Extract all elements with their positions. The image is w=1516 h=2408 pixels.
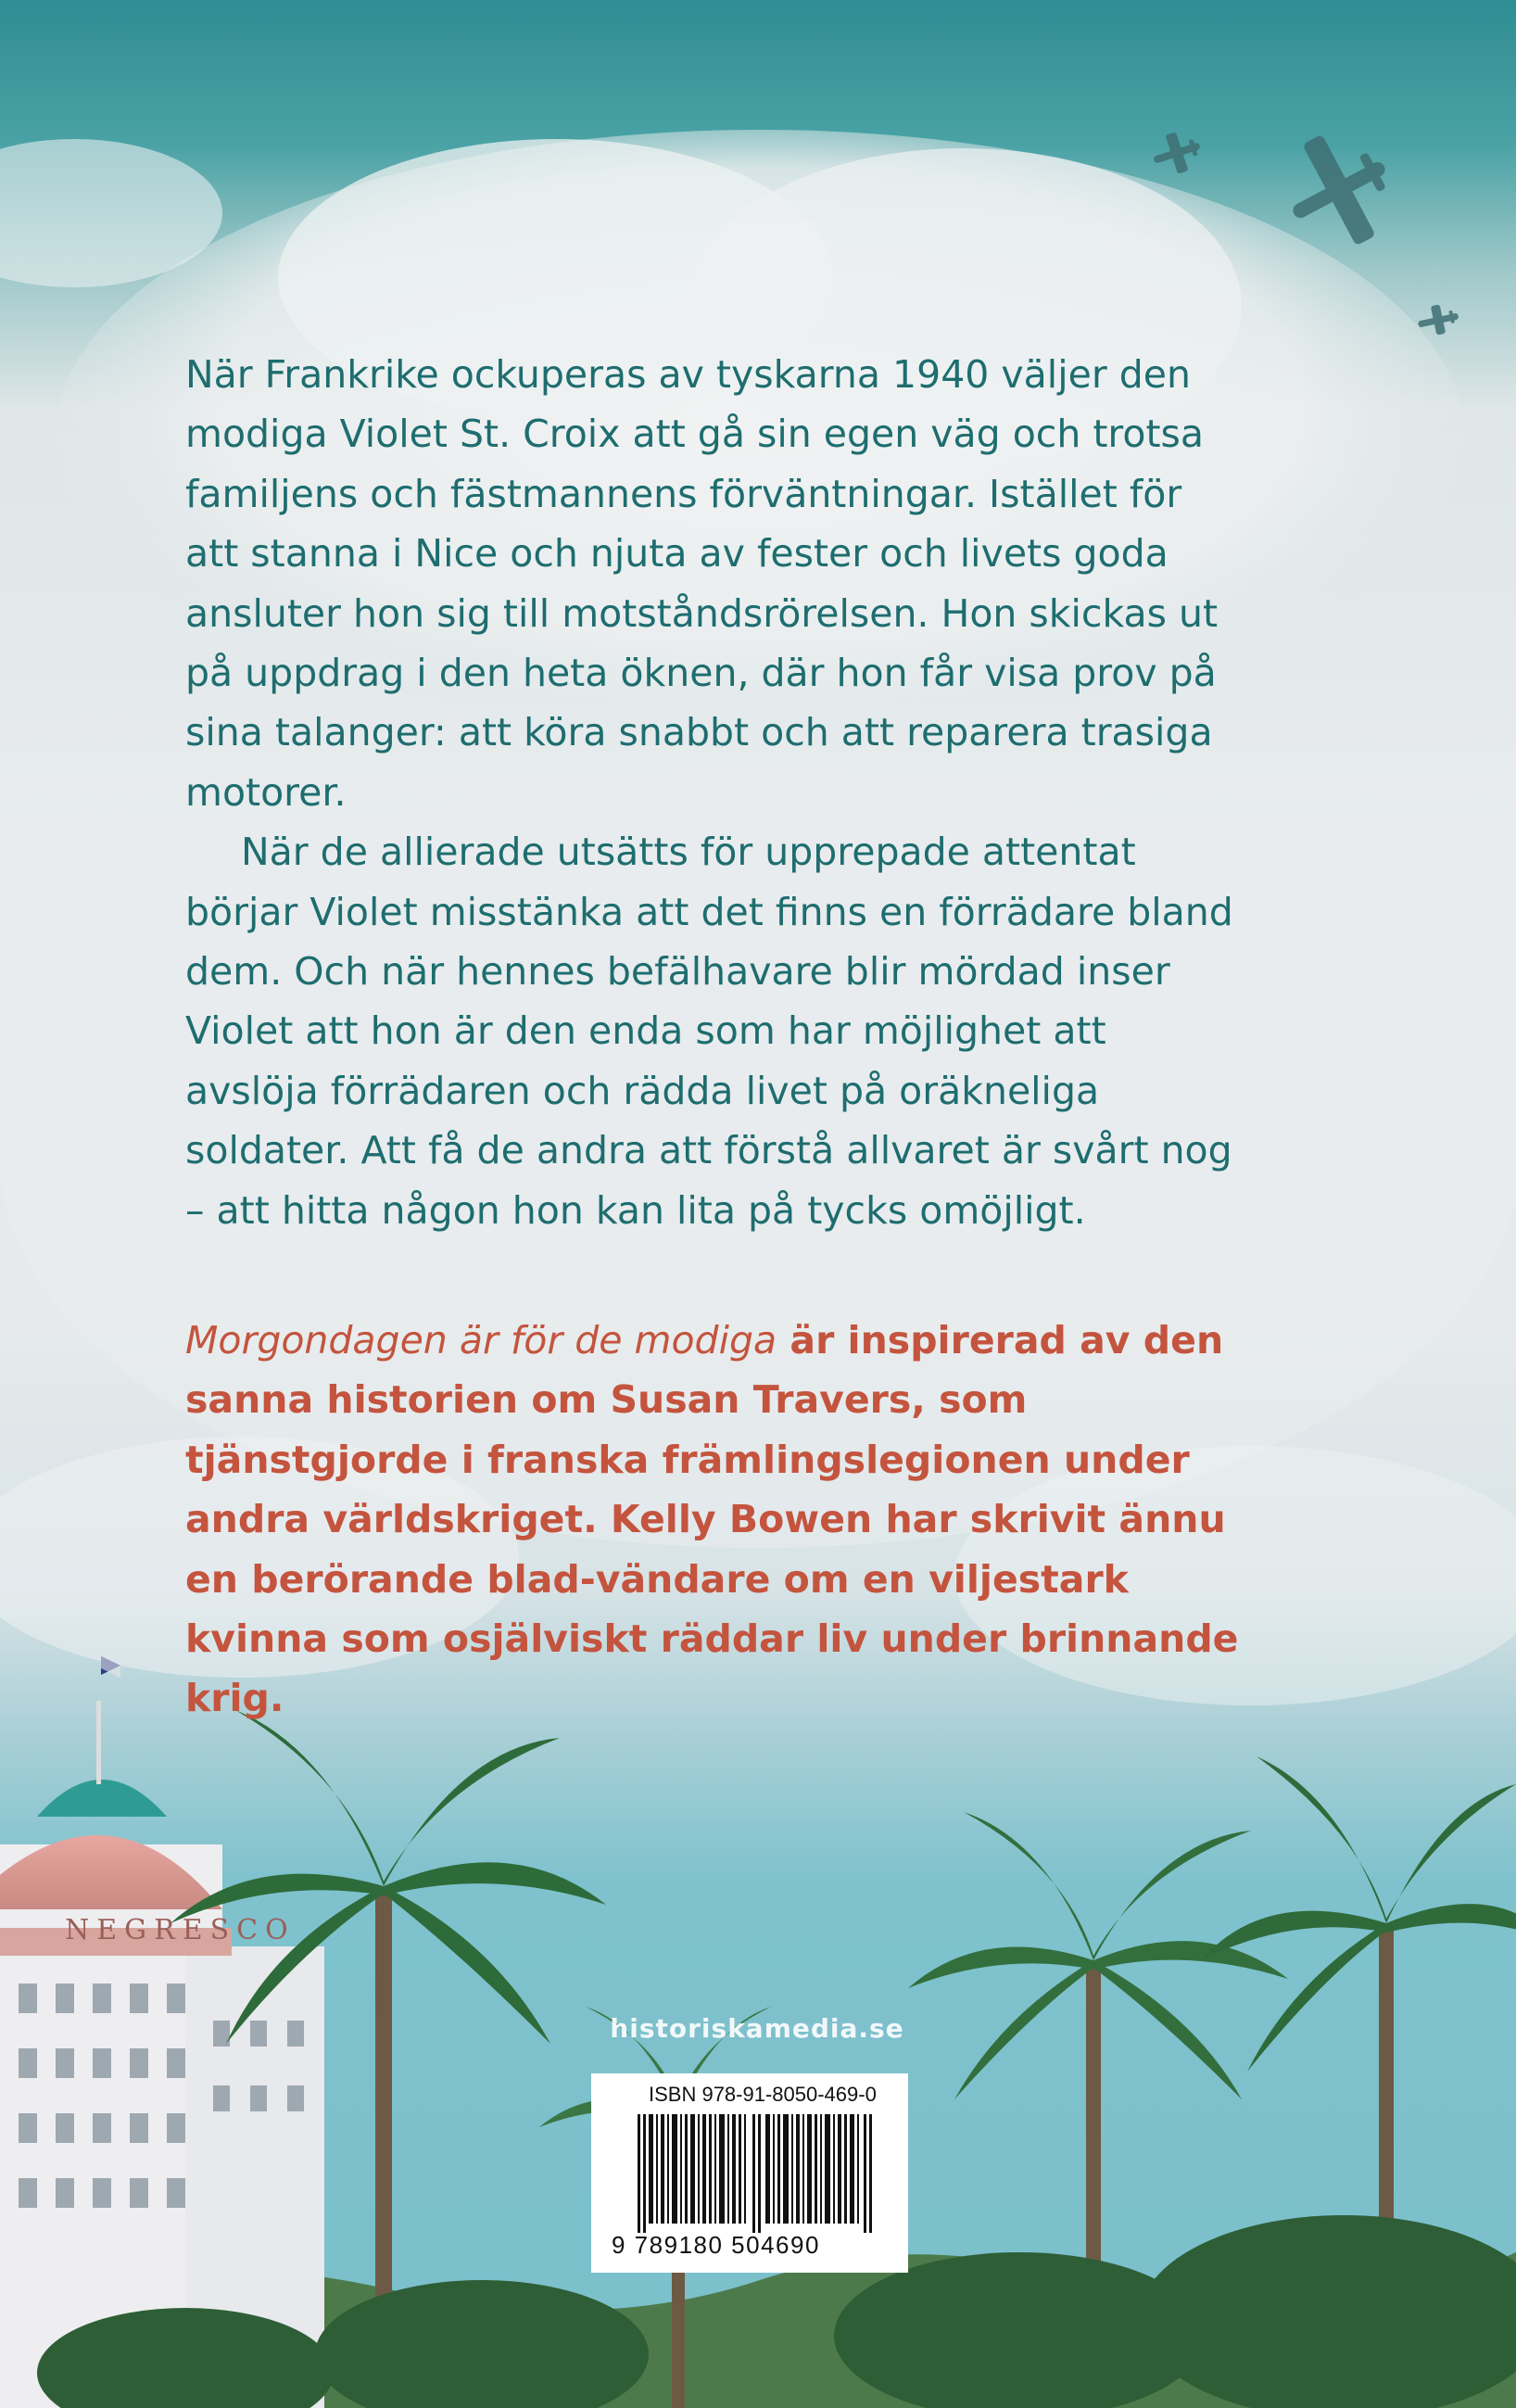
isbn-label: ISBN 978-91-8050-469-0 (649, 2083, 877, 2106)
blurb-paragraph: När de allierade utsätts för upprepade attentat börjar Violet misstänka att det finns en förrädare bland dem. Och när hennes befälhavare blir mördad inser Violet att hon är den enda som har möjlighet att avslöja förrädaren och rädda livet på oräkneliga soldater. Att få de andra att förstå allvaret är svårt nog – att hitta någon hon kan lita på tycks omöjligt. (185, 830, 1233, 1233)
barcode-icon (638, 2114, 878, 2233)
promo-body: är inspirerad av den sanna historien om Susan Travers, som tjänstgjorde i franska främlingslegionen under andra världskriget. Kelly Bowen har skrivit ännu en berörande blad-vändare om en viljestark kvinna som osjälviskt räddar liv under brinnande krig. (185, 1318, 1239, 1721)
book-title: Morgondagen är för de modiga (185, 1318, 777, 1362)
negresco-hotel (0, 1656, 324, 2408)
publisher-website: historiskamedia.se (610, 2013, 904, 2044)
blurb-paragraph: När Frankrike ockuperas av tyskarna 1940 väljer den modiga Violet St. Croix att gå sin egen väg och trotsa familjens och fästmannens förväntningar. Istället för att stanna i Nice och njuta av fester och livets goda ansluter hon sig till motståndsrörelsen. Hon skickas ut på uppdrag i den heta öknen, där hon får visa prov på sina talanger: att köra snabbt och att reparera trasiga motorer. (185, 352, 1219, 815)
building-sign: NEGRESCO (65, 1914, 296, 1946)
airplane-icon (1147, 126, 1206, 180)
promo-text (185, 1311, 1251, 1729)
barcode-digits: 9 789180 504690 (612, 2231, 820, 2259)
isbn-barcode (591, 2073, 908, 2273)
blurb-text (185, 345, 1242, 1240)
